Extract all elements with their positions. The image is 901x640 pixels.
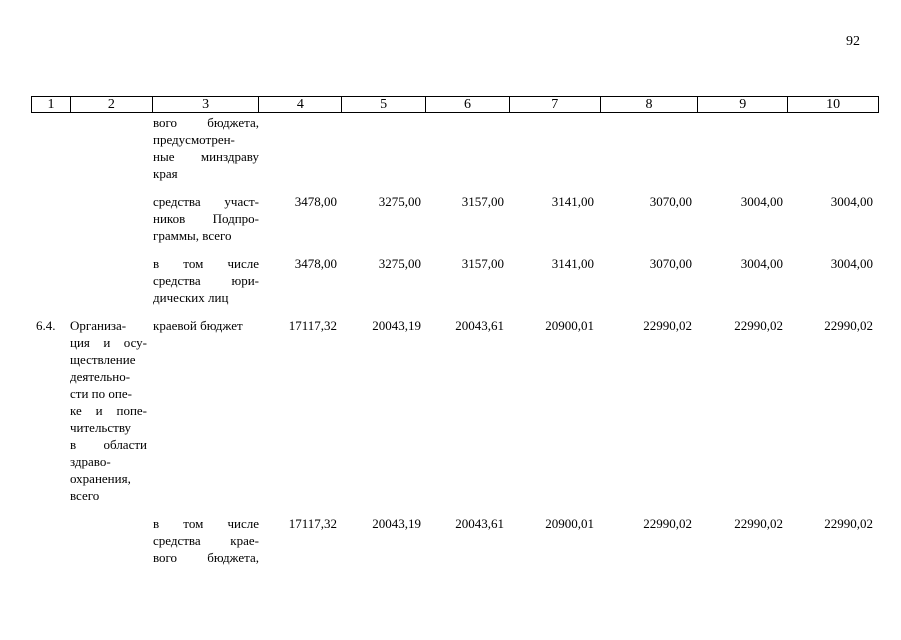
- value-cell: 3070,00: [649, 194, 692, 209]
- source-cell: краевой бюджет: [153, 318, 243, 333]
- value-cell: 3004,00: [740, 256, 783, 271]
- value-cell: 17117,32: [288, 318, 337, 333]
- name-cell: Организа- ция и осу- ществление деятельно- сти по опе- ке и попе- чительству в области здраво- охранения, всего: [70, 318, 147, 503]
- value-cell: 20043,61: [455, 516, 504, 531]
- value-cell: 22990,02: [643, 318, 692, 333]
- value-cell: 3157,00: [461, 256, 504, 271]
- value-cell: 22990,02: [824, 318, 873, 333]
- value-cell: 3070,00: [649, 256, 692, 271]
- value-cell: 22990,02: [734, 516, 783, 531]
- column-header: 5: [342, 97, 426, 112]
- column-header: 9: [698, 97, 788, 112]
- value-cell: 3004,00: [830, 256, 873, 271]
- source-cell: в том числе средства крае- вого бюджета,: [153, 516, 259, 565]
- column-header: 10: [826, 97, 841, 112]
- value-cell: 3275,00: [378, 194, 421, 209]
- column-header: 4: [259, 97, 342, 112]
- value-cell: 3478,00: [294, 194, 337, 209]
- table-header: [31, 96, 879, 113]
- value-cell: 3141,00: [551, 194, 594, 209]
- column-header: 2: [71, 97, 153, 112]
- value-cell: 3004,00: [830, 194, 873, 209]
- value-cell: 3275,00: [378, 256, 421, 271]
- value-cell: 3141,00: [551, 256, 594, 271]
- value-cell: 22990,02: [734, 318, 783, 333]
- value-cell: 20900,01: [545, 318, 594, 333]
- value-cell: 22990,02: [824, 516, 873, 531]
- page-number: 92: [846, 34, 860, 49]
- column-header: 1: [32, 97, 71, 112]
- row-number: 6.4.: [36, 318, 56, 333]
- value-cell: 3157,00: [461, 194, 504, 209]
- value-cell: 3478,00: [294, 256, 337, 271]
- column-header: 3: [153, 97, 260, 112]
- column-header: 6: [426, 97, 510, 112]
- source-cell: в том числе средства юри- дических лиц: [153, 256, 259, 305]
- continuation-cell: вого бюджета, предусмотрен- ные минздраву края: [153, 115, 259, 181]
- value-cell: 20043,19: [372, 318, 421, 333]
- column-header: 7: [510, 97, 601, 112]
- value-cell: 17117,32: [288, 516, 337, 531]
- source-cell: средства участ- ников Подпро- граммы, всего: [153, 194, 259, 243]
- value-cell: 22990,02: [643, 516, 692, 531]
- value-cell: 20043,61: [455, 318, 504, 333]
- value-cell: 20900,01: [545, 516, 594, 531]
- value-cell: 3004,00: [740, 194, 783, 209]
- column-header: 8: [601, 97, 699, 112]
- value-cell: 20043,19: [372, 516, 421, 531]
